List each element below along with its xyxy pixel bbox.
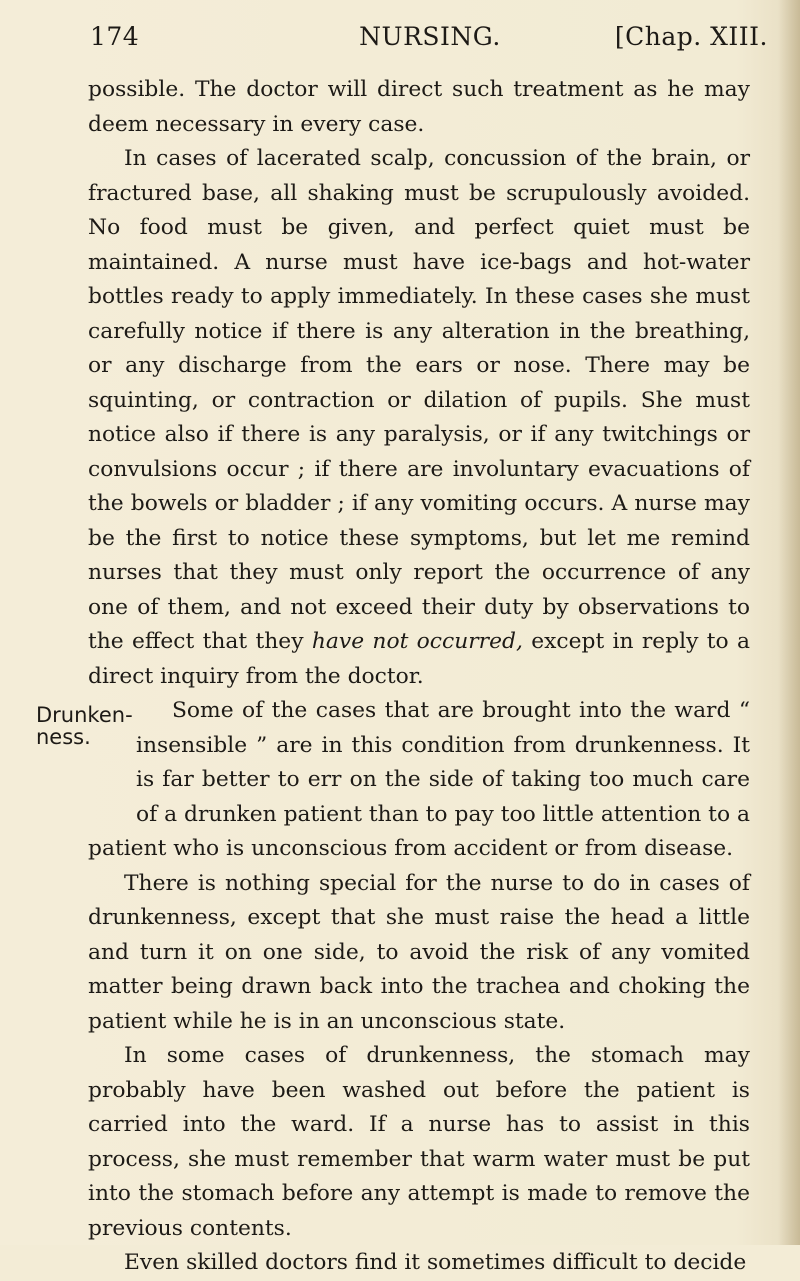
running-title: NURSING. [359, 22, 501, 51]
paragraph-5: In some cases of drunkenness, the stomach may probably have been washed out before the patient is carried into the ward. If a nurse has to assist in this process, she must remember that warm water must be put into the stomach before any attempt is made to remove the previous contents. [88, 1043, 750, 1241]
paragraph-1: possible. The doctor will direct such treatment as he may deem necessary in every case. [88, 77, 750, 137]
margin-note-line-2: ness. [36, 725, 91, 749]
paragraph-2 [88, 142, 750, 694]
margin-note [0, 694, 136, 802]
margin-note-line-1: Drunken- [36, 703, 133, 727]
paragraph-2-italic: have not occurred, [311, 629, 523, 654]
paragraph-3 [36, 694, 750, 867]
page-header [90, 22, 770, 62]
paragraph-4: There is nothing special for the nurse to do in cases of drunkenness, except that she must raise the head a little and turn it on one side, to avoid the risk of any vomited matter being drawn back into the trachea and choking the patient while he is in an unconscious state. [88, 870, 750, 1034]
paragraph-3-text: Some of the cases that are brought into the ward “ insensible ” are in this condition from drunkenness. It is far better to err on the side of taking too much care of a drunken patient than to pay too little attention to a patient who is unconscious from accident or from disease. [88, 698, 750, 861]
body-text [36, 73, 750, 1281]
chapter-label: [Chap. XIII. [614, 22, 768, 51]
page-number: 174 [90, 22, 140, 51]
paragraph-2-end: except in reply to a direct inquiry from the doctor. [88, 629, 750, 689]
paragraph-2-text: In cases of lacerated scalp, concussion of the brain, or fractured base, all shaking must be scrupulously avoided. No food must be given, and perfect quiet must be maintained. A nurse must have ice-bags and hot-water bottles ready to apply immediately. In these cases she must carefully notice if there is any alteration in the breathing, or any discharge from the ears or nose. There may be squinting, or contraction or dilation of pupils. She must notice also if there is any paralysis, or if any twitchings or convulsions occur ; if there are involuntary evacuations of the bowels or bladder ; if any vomiting occurs. A nurse may be the first to notice these symptoms, but let me remind nurses that they must only report the occurrence of any one of them, and not exceed their duty by observations to the effect that they [88, 146, 750, 654]
page-edge-shadow [778, 0, 800, 1245]
paragraph-6: Even skilled doctors find it sometimes difficult to decide [124, 1250, 747, 1275]
